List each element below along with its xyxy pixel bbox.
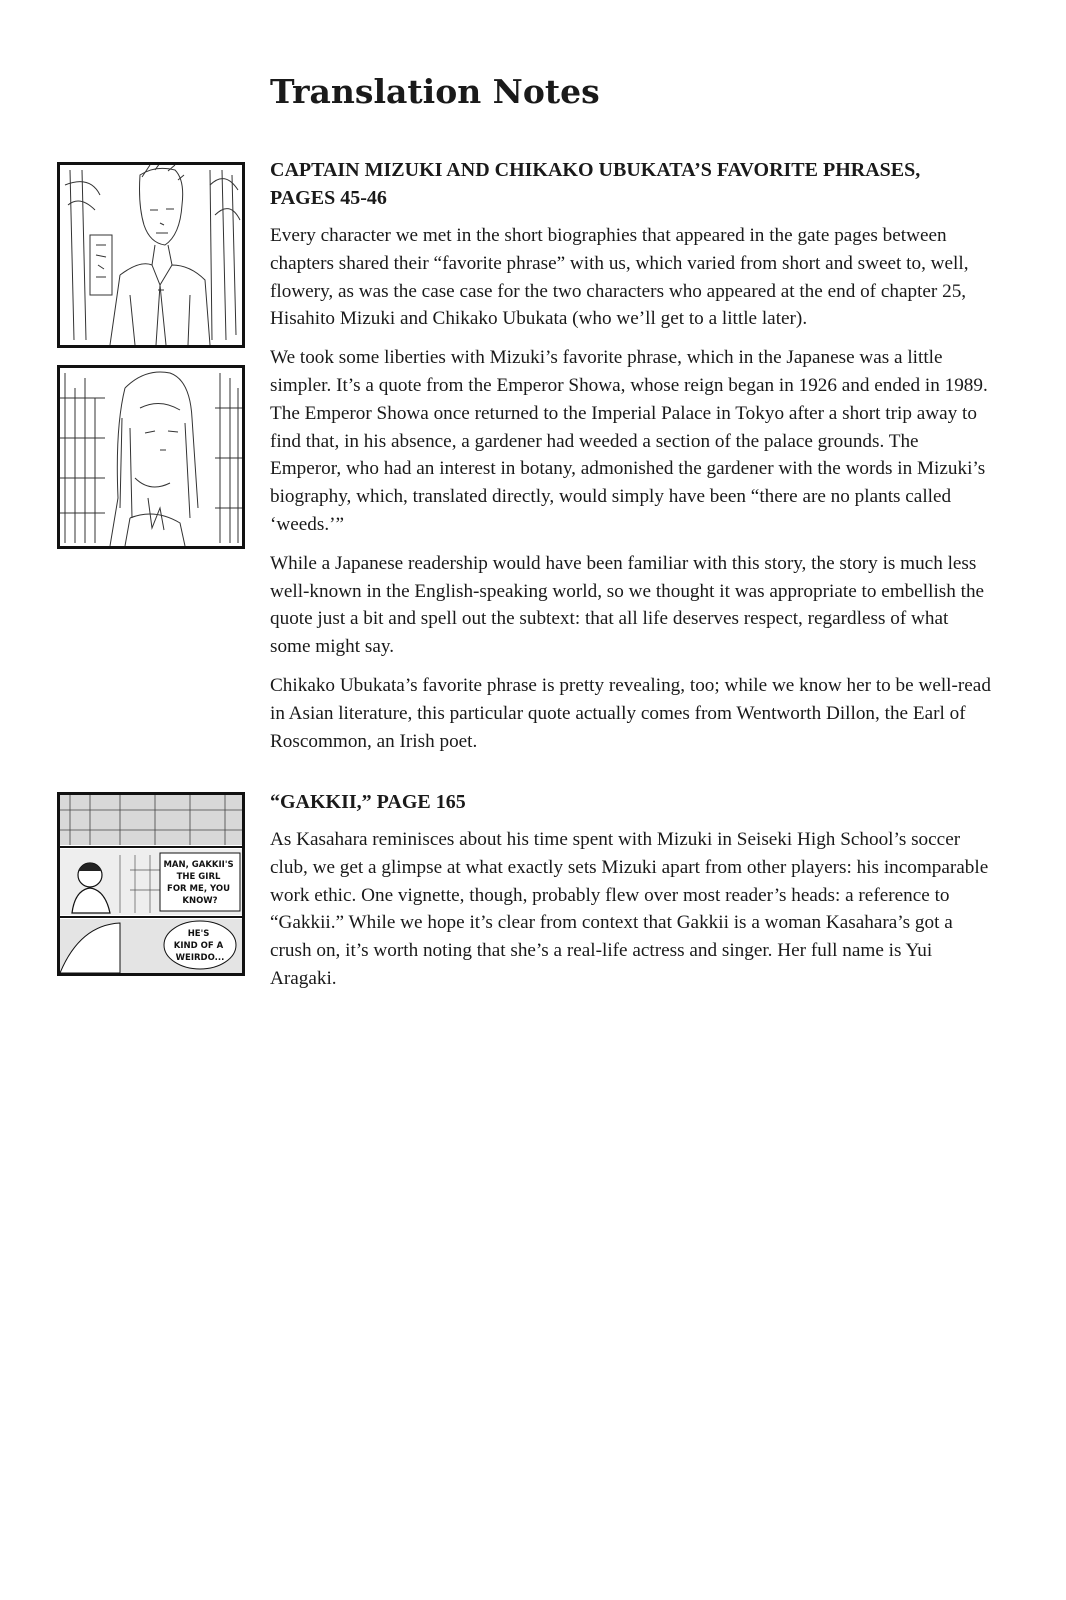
mizuki-sketch-panel (57, 162, 245, 348)
mizuki-sketch-image (60, 165, 242, 345)
note-paragraph: Every character we met in the short biographies that appeared in the gate pages between chapters shared their “favorite phrase” with us, which varied from short and sweet to, well, flowery, as was the case case for the two characters who appeared at the end of chapter 25, Hisahito Mizuki and Chikako Ubukata (who we’ll get to a little later). (270, 225, 969, 330)
note-paragraph: Chikako Ubukata’s favorite phrase is pretty revealing, too; while we know her to be well-read in Asian literature, this particular quote actually comes from Wentworth Dillon, the Earl of Roscommon, an Irish poet. (270, 674, 991, 752)
note-gakkii (270, 788, 992, 1004)
bubble1-line: MAN, GAKKII'S (163, 860, 234, 870)
bubble1-line: THE GIRL (176, 872, 221, 882)
note-heading-line: CAPTAIN MIZUKI AND CHIKAKO UBUKATA’S FAVORITE PHRASES, (270, 159, 921, 181)
note-paragraph: We took some liberties with Mizuki’s favorite phrase, which in the Japanese was a little simpler. It’s a quote from the Emperor Showa, whose reign began in 1926 and ended in 1989. The Emperor Showa once returned to the Imperial Palace in Tokyo after a short trip away to find that, in his absence, a gardener had weeded a section of the palace grounds. The Emperor, who had an interest in botany, admonished the gardener with the words in Mizuki’s biography, which, translated directly, would simply have been “there are no plants called ‘weeds.’” (270, 347, 988, 535)
gakkii-manga-panel (57, 792, 245, 976)
gakkii-manga-image (60, 795, 242, 973)
chikako-sketch-image (60, 368, 242, 546)
bubble1-line: KNOW? (182, 896, 218, 906)
note-paragraph: As Kasahara reminisces about his time spent with Mizuki in Seiseki High School’s soccer club, we get a glimpse at what exactly sets Mizuki apart from other players: his incomparable work ethic. One vignette, though, probably flew over most reader’s heads: a reference to “Gakkii.” While we hope it’s clear from context that Gakkii is a woman Kasahara’s got a crush on, it’s worth noting that she’s a real-life actress and singer. Her full name is Yui Aragaki. (270, 829, 989, 989)
bubble2-line: WEIRDO... (175, 953, 225, 963)
bubble2-line: KIND OF A (173, 941, 224, 951)
note-favorite-phrases (270, 156, 992, 766)
note-heading (270, 156, 992, 212)
note-heading-line: PAGES 45-46 (270, 187, 387, 209)
bubble1-line: FOR ME, YOU (167, 884, 231, 894)
page-title: Translation Notes (270, 72, 600, 111)
note-paragraph: While a Japanese readership would have been familiar with this story, the story is much less well-known in the English-speaking world, so we thought it was appropriate to embellish the quote just a bit and spell out the subtext: that all life deserves respect, regardless of what some might say. (270, 552, 985, 658)
bubble2-line: HE'S (187, 929, 210, 939)
note-heading: “GAKKII,” PAGE 165 (270, 791, 466, 813)
chikako-sketch-panel (57, 365, 245, 549)
